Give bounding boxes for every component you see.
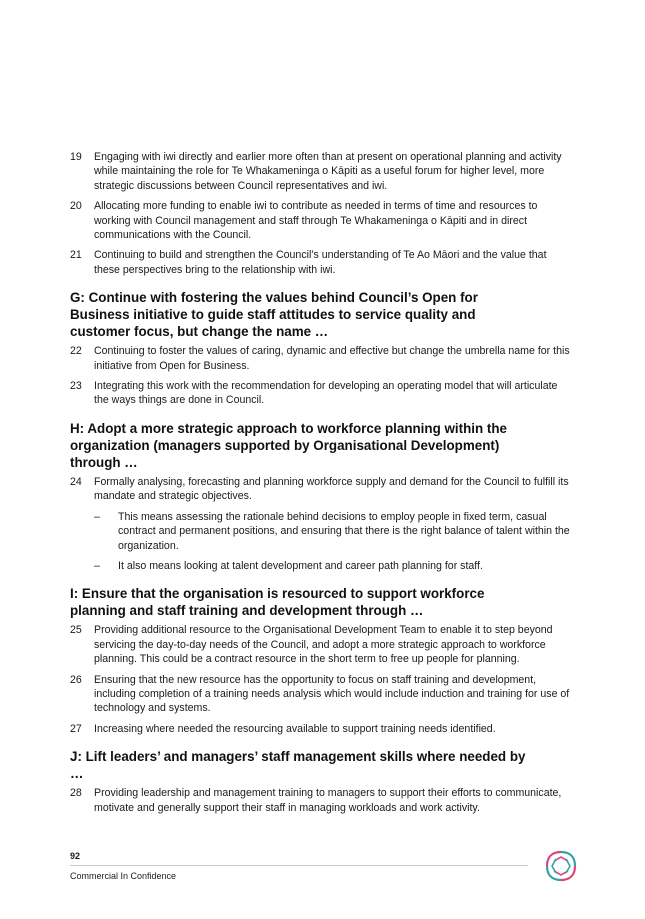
- list-item: [70, 673, 575, 716]
- item-text: Formally analysing, forecasting and planning workforce supply and demand for the Council to fulfill its mandate and strategic objectives.: [94, 475, 569, 503]
- item-text: Engaging with iwi directly and earlier more often than at present on operational planning and activity while maintaining the role for Te Whakameninga o Kāpiti as a useful forum for higher level, more strategic discussions between Council representatives and iwi.: [94, 151, 562, 192]
- item-number: 26: [70, 673, 82, 686]
- section-heading-j: J: Lift leaders’ and managers’ staff management skills where needed by …: [70, 749, 526, 782]
- item-text: Providing leadership and management training to managers to support their efforts to communicate, motivate and generally support their staff in managing workloads and work activity.: [94, 787, 562, 814]
- item-number: 25: [70, 624, 82, 637]
- item-text: Integrating this work with the recommendation for developing an operating model that will articulate the ways things are done in Council.: [94, 380, 558, 407]
- list-item: [70, 722, 575, 736]
- list-item: [70, 199, 575, 242]
- list-item: [70, 344, 575, 373]
- list-item: [70, 475, 575, 504]
- item-number: 22: [70, 345, 82, 358]
- list-item: [70, 623, 575, 666]
- page-content: [70, 150, 575, 821]
- confidentiality-notice: Commercial In Confidence: [70, 871, 177, 881]
- council-logo-icon: [543, 848, 579, 884]
- list-item: [70, 150, 575, 193]
- dash-bullet: –: [94, 510, 100, 523]
- item-number: 19: [70, 151, 82, 163]
- section-heading-g: G: Continue with fostering the values behind Council’s Open for Business initiative to guide staff attitudes to service quality and customer focus, but change the name …: [70, 290, 478, 340]
- item-number: 20: [70, 200, 82, 213]
- list-item: [70, 248, 575, 277]
- list-item: [70, 379, 575, 408]
- sub-item-text: This means assessing the rationale behind decisions to employ people in fixed term, casual contract and permanent positions, and ensuring that there is the right balance of talent within the organization.: [118, 510, 570, 552]
- page-number: 92: [70, 851, 81, 861]
- footer-divider: [70, 865, 528, 866]
- list-item: [70, 786, 575, 815]
- section-heading-h: H: Adopt a more strategic approach to workforce planning within the organization (managers supported by Organisational Development) through …: [70, 420, 507, 470]
- logo-inner-lines: [552, 859, 570, 873]
- item-number: 21: [70, 249, 82, 262]
- item-number: 27: [70, 722, 82, 735]
- item-text: Increasing where needed the resourcing available to support training needs identified.: [94, 722, 496, 735]
- item-text: Allocating more funding to enable iwi to contribute as needed in terms of time and resources to working with Council management and staff through Te Whakameninga o Kāpiti and in direct communications with the Council.: [94, 200, 538, 242]
- item-text: Providing additional resource to the Organisational Development Team to enable it to step beyond servicing the day-to-day needs of the Council, and adopt a more strategic approach to workforce planning. This could be a contract resource in the short term to free up people for planning.: [94, 624, 553, 666]
- item-text: Ensuring that the new resource has the opportunity to focus on staff training and development, including completion of a training needs analysis which would include induction and training for use of technology and systems.: [94, 673, 570, 715]
- item-number: 24: [70, 475, 82, 488]
- item-text: Continuing to foster the values of caring, dynamic and effective but change the umbrella name for this initiative from Open for Business.: [94, 345, 570, 372]
- section-heading-i: I: Ensure that the organisation is resourced to support workforce planning and staff training and development through …: [70, 586, 485, 619]
- dash-bullet: –: [94, 559, 100, 572]
- sub-list-item: [94, 510, 575, 553]
- item-number: 28: [70, 787, 82, 800]
- item-number: 23: [70, 380, 82, 393]
- item-text: Continuing to build and strengthen the Council’s understanding of Te Ao Māori and the value that these perspectives bring to the relationship with iwi.: [94, 249, 547, 276]
- sub-item-text: It also means looking at talent development and career path planning for staff.: [118, 559, 483, 572]
- sub-list-item: [94, 559, 575, 573]
